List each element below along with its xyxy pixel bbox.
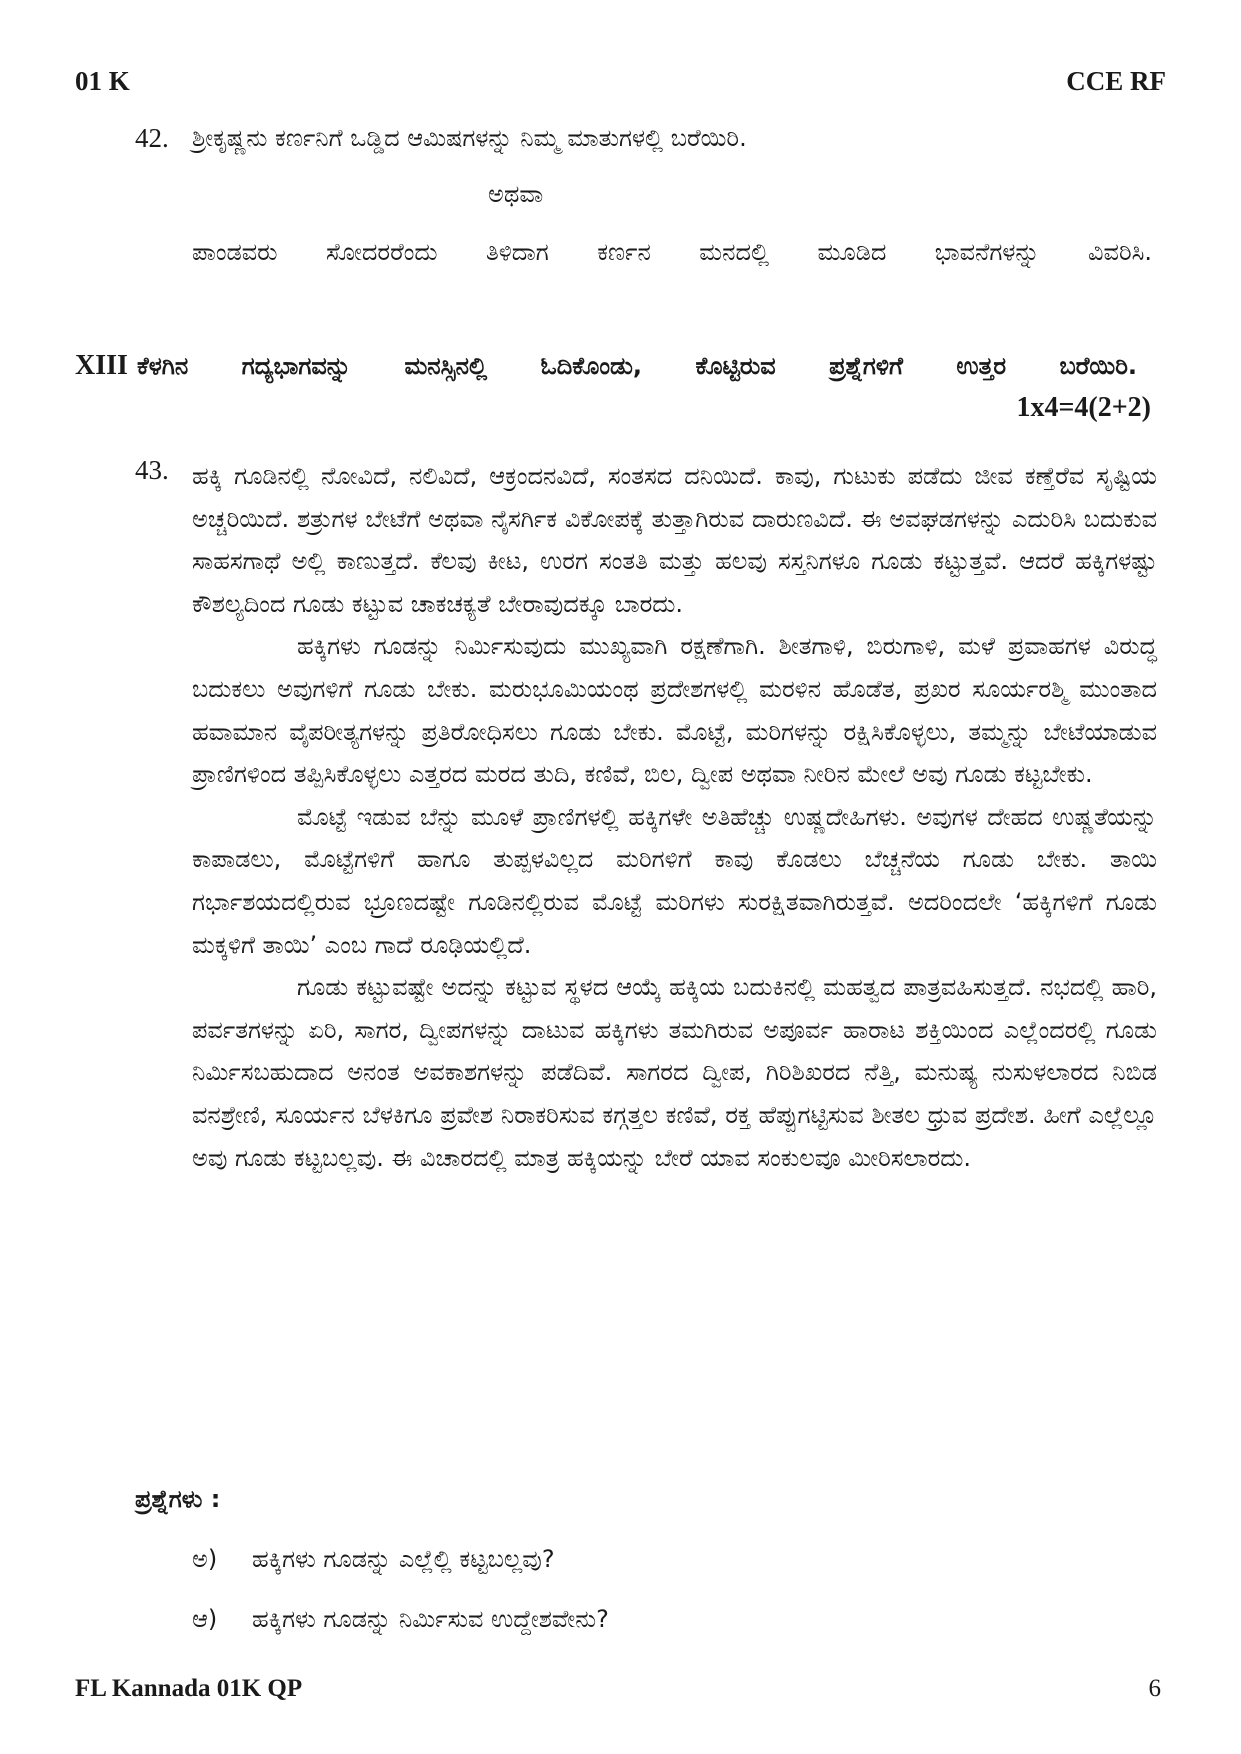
questions-label: ಪ್ರಶ್ನೆಗಳು : — [135, 1485, 221, 1513]
question-42-alternative: ಪಾಂಡವರು ಸೋದರರೆಂದು ತಿಳಿದಾಗ ಕರ್ಣನ ಮನದಲ್ಲಿ ಮೂಡಿದ ಭಾವನೆಗಳನ್ನು ವಿವರಿಸಿ. — [192, 238, 1152, 266]
page-number: 6 — [1148, 1675, 1161, 1702]
sub-question-text: ಹಕ್ಕಿಗಳು ಗೂಡನ್ನು ನಿರ್ಮಿಸುವ ಉದ್ದೇಶವೇನು? — [252, 1605, 609, 1633]
question-42 — [135, 118, 1155, 158]
passage-paragraph: ಹಕ್ಕಿ ಗೂಡಿನಲ್ಲಿ ನೋವಿದೆ, ನಲಿವಿದೆ, ಆಕ್ರಂದನವಿದೆ, ಸಂತಸದ ದನಿಯಿದೆ. ಕಾವು, ಗುಟುಕು ಪಡೆದು ಜೀವ ಕಣ್ತೆರೆವ ಸೃಷ್ಟಿಯ ಅಚ್ಚರಿಯಿದೆ. ಶತ್ರುಗಳ ಬೇಟೆಗೆ ಅಥವಾ ನೈಸರ್ಗಿಕ ವಿಕೋಪಕ್ಕೆ ತುತ್ತಾಗಿರುವ ದಾರುಣವಿದೆ. ಈ ಅವಘಡಗಳನ್ನು ಎದುರಿಸಿ ಬದುಕುವ ಸಾಹಸಗಾಥೆ ಅಲ್ಲಿ ಕಾಣುತ್ತದೆ. ಕೆಲವು ಕೀಟ, ಉರಗ ಸಂತತಿ ಮತ್ತು ಹಲವು ಸಸ್ತನಿಗಳೂ ಗೂಡು ಕಟ್ಟುತ್ತವೆ. ಆದರೆ ಹಕ್ಕಿಗಳಷ್ಟು ಕೌಶಲ್ಯದಿಂದ ಗೂಡು ಕಟ್ಟುವ ಚಾಕಚಕ್ಯತೆ ಬೇರಾವುದಕ್ಕೂ ಬಾರದು. — [192, 462, 1157, 618]
question-number: 42. — [135, 123, 169, 153]
question-43 — [135, 455, 1157, 1179]
passage-paragraph: ಹಕ್ಕಿಗಳು ಗೂಡನ್ನು ನಿರ್ಮಿಸುವುದು ಮುಖ್ಯವಾಗಿ ರಕ್ಷಣೆಗಾಗಿ. ಶೀತಗಾಳಿ, ಬಿರುಗಾಳಿ, ಮಳೆ ಪ್ರವಾಹಗಳ ವಿರುದ್ಧ ಬದುಕಲು ಅವುಗಳಿಗೆ ಗೂಡು ಬೇಕು. ಮರುಭೂಮಿಯಂಥ ಪ್ರದೇಶಗಳಲ್ಲಿ ಮರಳಿನ ಹೊಡೆತ, ಪ್ರಖರ ಸೂರ್ಯರಶ್ಮಿ ಮುಂತಾದ ಹವಾಮಾನ ವೈಪರೀತ್ಯಗಳನ್ನು ಪ್ರತಿರೋಧಿಸಲು ಗೂಡು ಬೇಕು. ಮೊಟ್ಟೆ, ಮರಿಗಳನ್ನು ರಕ್ಷಿಸಿಕೊಳ್ಳಲು, ತಮ್ಮನ್ನು ಬೇಟೆಯಾಡುವ ಪ್ರಾಣಿಗಳಿಂದ ತಪ್ಪಿಸಿಕೊಳ್ಳಲು ಎತ್ತರದ ಮರದ ತುದಿ, ಕಣಿವೆ, ಬಿಲ, ದ್ವೀಪ ಅಥವಾ ನೀರಿನ ಮೇಲೆ ಅವು ಗೂಡು ಕಟ್ಟಬೇಕು. — [192, 632, 1158, 789]
sub-question-marker: ಅ) — [192, 1545, 218, 1573]
sub-question-marker: ಆ) — [192, 1605, 218, 1633]
section-number: XIII — [75, 350, 128, 381]
sub-question — [192, 1545, 555, 1573]
sub-question-text: ಹಕ್ಕಿಗಳು ಗೂಡನ್ನು ಎಲ್ಲೆಲ್ಲಿ ಕಟ್ಟಬಲ್ಲವು? — [252, 1545, 555, 1573]
footer-paper-title: FL Kannada 01K QP — [75, 1675, 303, 1702]
passage-paragraph: ಗೂಡು ಕಟ್ಟುವಷ್ಟೇ ಅದನ್ನು ಕಟ್ಟುವ ಸ್ಥಳದ ಆಯ್ಕೆ ಹಕ್ಕಿಯ ಬದುಕಿನಲ್ಲಿ ಮಹತ್ವದ ಪಾತ್ರವಹಿಸುತ್ತದೆ. ನಭದಲ್ಲಿ ಹಾರಿ, ಪರ್ವತಗಳನ್ನು ಏರಿ, ಸಾಗರ, ದ್ವೀಪಗಳನ್ನು ದಾಟುವ ಹಕ್ಕಿಗಳು ತಮಗಿರುವ ಅಪೂರ್ವ ಹಾರಾಟ ಶಕ್ತಿಯಿಂದ ಎಲ್ಲೆಂದರಲ್ಲಿ ಗೂಡು ನಿರ್ಮಿಸಬಹುದಾದ ಅನಂತ ಅವಕಾಶಗಳನ್ನು ಪಡೆದಿವೆ. ಸಾಗರದ ದ್ವೀಪ, ಗಿರಿಶಿಖರದ ನೆತ್ತಿ, ಮನುಷ್ಯ ನುಸುಳಲಾರದ ನಿಬಿಡ ವನಶ್ರೇಣಿ, ಸೂರ್ಯನ ಬೆಳಕಿಗೂ ಪ್ರವೇಶ ನಿರಾಕರಿಸುವ ಕಗ್ಗತ್ತಲ ಕಣಿವೆ, ರಕ್ತ ಹೆಪ್ಪುಗಟ್ಟಿಸುವ ಶೀತಲ ಧ್ರುವ ಪ್ರದೇಶ. ಹೀಗೆ ಎಲ್ಲೆಲ್ಲೂ ಅವು ಗೂಡು ಕಟ್ಟಬಲ್ಲವು. ಈ ವಿಚಾರದಲ್ಲಿ ಮಾತ್ರ ಹಕ್ಕಿಯನ್ನು ಬೇರೆ ಯಾವ ಸಂಕುಲವೂ ಮೀರಿಸಲಾರದು. — [192, 973, 1157, 1172]
question-text: ಶ್ರೀಕೃಷ್ಣನು ಕರ್ಣನಿಗೆ ಒಡ್ಡಿದ ಆಮಿಷಗಳನ್ನು ನಿಮ್ಮ ಮಾತುಗಳಲ್ಲಿ ಬರೆಯಿರಿ. — [192, 124, 747, 152]
passage — [192, 455, 1157, 1179]
marks-scheme: 1x4=4(2+2) — [1016, 392, 1151, 423]
sub-question — [192, 1605, 609, 1633]
paper-code: 01 K — [75, 66, 130, 96]
question-number: 43. — [135, 455, 169, 485]
passage-paragraph: ಮೊಟ್ಟೆ ಇಡುವ ಬೆನ್ನು ಮೂಳೆ ಪ್ರಾಣಿಗಳಲ್ಲಿ ಹಕ್ಕಿಗಳೇ ಅತಿಹೆಚ್ಚು ಉಷ್ಣದೇಹಿಗಳು. ಅವುಗಳ ದೇಹದ ಉಷ್ಣತೆಯನ್ನು ಕಾಪಾಡಲು, ಮೊಟ್ಟೆಗಳಿಗೆ ಹಾಗೂ ತುಪ್ಪಳವಿಲ್ಲದ ಮರಿಗಳಿಗೆ ಕಾವು ಕೊಡಲು ಬೆಚ್ಚನೆಯ ಗೂಡು ಬೇಕು. ತಾಯಿ ಗರ್ಭಾಶಯದಲ್ಲಿರುವ ಭ್ರೂಣದಷ್ಟೇ ಗೂಡಿನಲ್ಲಿರುವ ಮೊಟ್ಟೆ ಮರಿಗಳು ಸುರಕ್ಷಿತವಾಗಿರುತ್ತವೆ. ಅದರಿಂದಲೇ ‘ಹಕ್ಕಿಗಳಿಗೆ ಗೂಡು ಮಕ್ಕಳಿಗೆ ತಾಯಿ’ ಎಂಬ ಗಾದೆ ರೂಢಿಯಲ್ಲಿದೆ. — [192, 802, 1157, 959]
exam-code: CCE RF — [1066, 66, 1166, 96]
or-separator: ಅಥವಾ — [488, 180, 544, 208]
section-instruction: ಕೆಳಗಿನ ಗದ್ಯಭಾಗವನ್ನು ಮನಸ್ಸಿನಲ್ಲಿ ಓದಿಕೊಂಡು, ಕೊಟ್ಟಿರುವ ಪ್ರಶ್ನೆಗಳಿಗೆ ಉತ್ತರ ಬರೆಯಿರಿ. — [137, 352, 1137, 380]
